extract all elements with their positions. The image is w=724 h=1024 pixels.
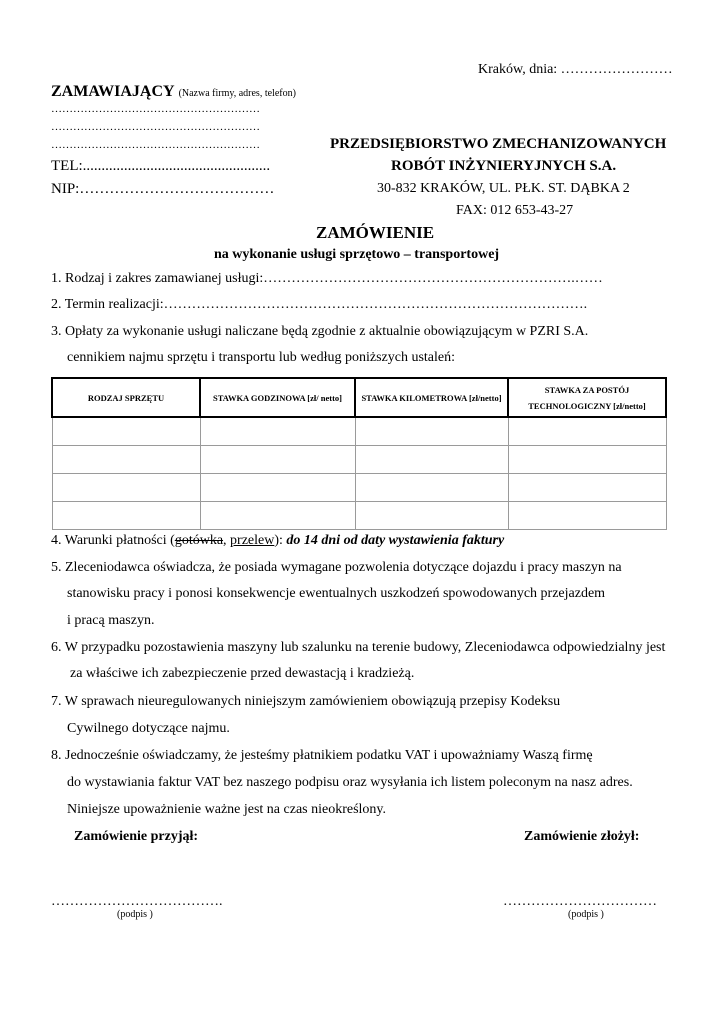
company-address: 30-832 KRAKÓW, UL. PŁK. ST. DĄBKA 2 [377, 181, 630, 196]
item-3-fees: 3. Opłaty za wykonanie usługi naliczane będą zgodnie z aktualnie obowiązującym w PZRI S.A. [51, 324, 589, 339]
signature-right-line[interactable]: …………………………… [503, 894, 657, 909]
table-cell[interactable] [508, 474, 666, 502]
item-3-fees-cont: cennikiem najmu sprzętu i transportu lub według poniższych ustaleń: [67, 350, 456, 365]
company-name-line-2: ROBÓT INŻYNIERYJNYCH S.A. [391, 158, 617, 174]
item-8-line-3: Niniejsze upoważnienie ważne jest na czas nieokreślony. [67, 802, 387, 817]
tel-label: TEL: [51, 158, 83, 174]
payment-prefix: 4. Warunki płatności ( [51, 533, 175, 548]
company-name-line-1: PRZEDSIĘBIORSTWO ZMECHANIZOWANYCH [330, 136, 667, 152]
item-8-line-1: 8. Jednocześnie oświadczamy, że jesteśmy płatnikiem podatku VAT i upoważniamy Waszą firmę [51, 748, 593, 763]
table-cell[interactable] [52, 502, 200, 530]
table-cell[interactable] [355, 474, 508, 502]
tel-field[interactable] [51, 158, 270, 175]
table-row [52, 417, 666, 446]
header-downtime-rate: STAWKA ZA POSTÓJ TECHNOLOGICZNY [zł/netto] [508, 378, 666, 417]
item-7-line-2: Cywilnego dotyczące najmu. [67, 721, 230, 736]
payment-deadline: do 14 dni od daty wystawienia faktury [286, 533, 505, 548]
rates-table-header [52, 378, 666, 417]
header-km-rate: STAWKA KILOMETROWA [zł/netto] [355, 378, 508, 417]
signature-left-line[interactable]: ………………………………. [51, 894, 223, 909]
table-cell[interactable] [52, 446, 200, 474]
item-7-line-1: 7. W sprawach nieuregulowanych niniejszym zamówieniem obowiązują przepisy Kodeksu [51, 694, 561, 709]
table-cell[interactable] [200, 446, 355, 474]
orderer-line-1[interactable]: ………………………………………………… [51, 103, 260, 115]
table-row [52, 446, 666, 474]
signature-right-caption: (podpis ) [568, 909, 604, 920]
table-cell[interactable] [52, 417, 200, 446]
table-row [52, 502, 666, 530]
payment-separator: , [223, 533, 231, 548]
table-row [52, 474, 666, 502]
document-subtitle: na wykonanie usługi sprzętowo – transportowej [214, 247, 500, 262]
item-5-line-2: stanowisku pracy i ponosi konsekwencje ewentualnych uszkodzeń spowodowanych przejazdem [67, 586, 606, 601]
place-date: Kraków, dnia: …………………… [478, 62, 673, 77]
header-equipment-type: RODZAJ SPRZĘTU [52, 378, 200, 417]
nip-label: NIP: [51, 181, 80, 197]
payment-cash-option: gotówka [174, 533, 224, 548]
item-5-line-1: 5. Zleceniodawca oświadcza, że posiada wymagane pozwolenia dotyczące dojazdu i pracy maszyn na [51, 560, 622, 575]
table-cell[interactable] [508, 446, 666, 474]
payment-mid: ): [274, 533, 287, 548]
table-cell[interactable] [52, 474, 200, 502]
header-hourly-rate: STAWKA GODZINOWA [zł/ netto] [200, 378, 355, 417]
company-fax: FAX: 012 653-43-27 [456, 203, 574, 218]
tel-value[interactable]: .................................................. [82, 158, 271, 174]
table-cell[interactable] [508, 502, 666, 530]
payment-transfer-option: przelew [230, 533, 275, 548]
rates-table [51, 377, 667, 530]
table-cell[interactable] [355, 502, 508, 530]
item-6-line-2: za właściwe ich zabezpieczenie przed dewastacją i kradzieżą. [70, 666, 415, 681]
table-cell[interactable] [200, 474, 355, 502]
table-cell[interactable] [355, 446, 508, 474]
nip-field[interactable] [51, 181, 274, 198]
signature-placed-label: Zamówienie złożył: [524, 829, 640, 844]
orderer-hint: (Nazwa firmy, adres, telefon) [178, 88, 296, 99]
item-6-line-1: 6. W przypadku pozostawienia maszyny lub szalunku na terenie budowy, Zleceniodawca odpowiedzialny jest [51, 640, 666, 655]
item-2-deadline: 2. Termin realizacji:………………………………………………………………………………. [51, 297, 588, 312]
table-cell[interactable] [508, 417, 666, 446]
table-cell[interactable] [355, 417, 508, 446]
nip-value[interactable]: ………………………………… [79, 181, 275, 197]
orderer-line-3[interactable]: ………………………………………………… [51, 139, 260, 151]
item-5-line-3: i pracą maszyn. [67, 613, 155, 628]
document-title: ZAMÓWIENIE [316, 223, 435, 242]
item-8-line-2: do wystawiania faktur VAT bez naszego podpisu oraz wysyłania ich listem poleconym na nasz adres. [67, 775, 633, 790]
signature-left-caption: (podpis ) [117, 909, 153, 920]
item-4-payment-terms [51, 533, 504, 549]
signature-accepted-label: Zamówienie przyjął: [74, 829, 199, 844]
orderer-line-2[interactable]: ………………………………………………… [51, 121, 260, 133]
table-cell[interactable] [200, 417, 355, 446]
item-1-service-scope: 1. Rodzaj i zakres zamawianej usługi:………………………………………………………….…… [51, 271, 603, 286]
orderer-label: ZAMAWIAJĄCY [51, 83, 175, 100]
table-cell[interactable] [200, 502, 355, 530]
orderer-heading [51, 83, 296, 101]
